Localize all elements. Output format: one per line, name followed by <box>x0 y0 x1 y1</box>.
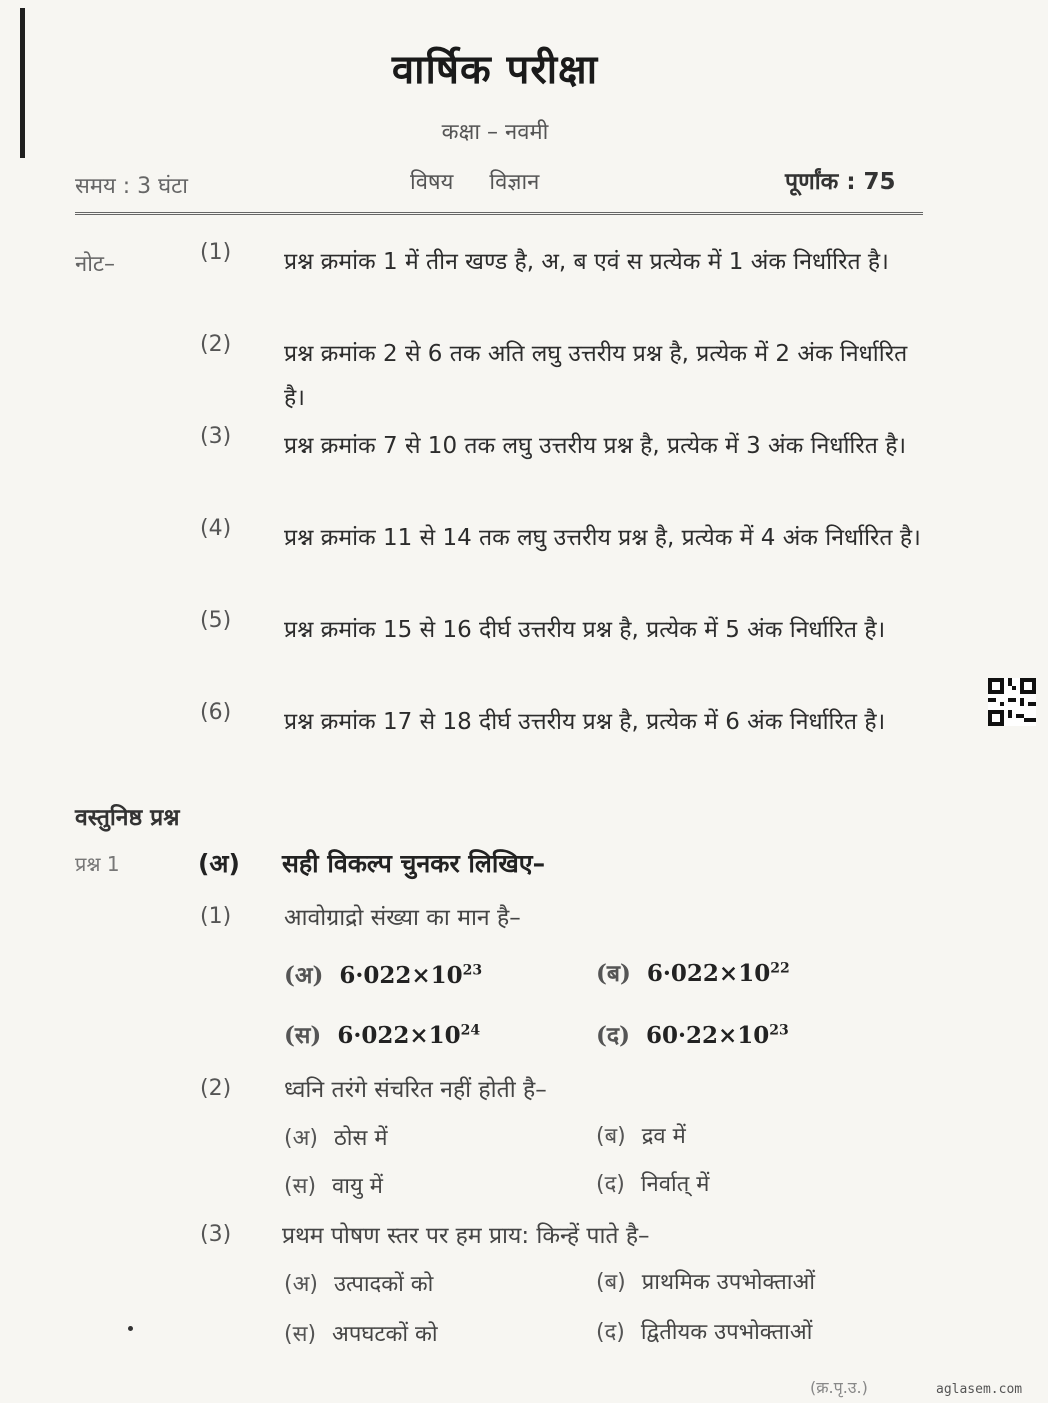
option-exponent: 22 <box>770 960 790 977</box>
option-value: 6·022×10 <box>339 962 463 989</box>
subquestion-number: (3) <box>200 1222 232 1247</box>
note-number: (2) <box>200 332 232 357</box>
option-d <box>596 1316 812 1346</box>
option-text: उत्पादकों को <box>333 1272 434 1297</box>
option-text: द्रव में <box>641 1124 686 1149</box>
option-text: वायु में <box>332 1174 383 1199</box>
option-b <box>596 1120 686 1150</box>
section-heading: वस्तुनिष्ठ प्रश्न <box>75 805 180 831</box>
subquestion-number: (1) <box>200 904 232 929</box>
ink-dot <box>128 1326 133 1331</box>
subject-line <box>410 166 539 196</box>
option-exponent: 23 <box>462 962 483 979</box>
subject-label: विषय <box>410 170 454 195</box>
note-number: (6) <box>200 700 232 725</box>
option-a <box>284 958 482 990</box>
note-text: प्रश्न क्रमांक 15 से 16 दीर्घ उत्तरीय प्रश्न है, प्रत्येक में 5 अंक निर्धारित है। <box>284 617 886 643</box>
note-number: (5) <box>200 608 232 633</box>
total-marks: पूर्णांक : 75 <box>785 169 896 195</box>
note-number: (4) <box>200 516 232 541</box>
class-line: कक्षा – नवमी <box>441 120 549 145</box>
option-b <box>596 956 790 988</box>
subquestion-text: प्रथम पोषण स्तर पर हम प्राय: किन्हें पाते है– <box>282 1223 650 1249</box>
option-c <box>284 1018 480 1050</box>
option-label: (अ) <box>284 962 324 989</box>
option-exponent: 23 <box>769 1022 789 1039</box>
note-text: प्रश्न क्रमांक 7 से 10 तक लघु उत्तरीय प्रश्न है, प्रत्येक में 3 अंक निर्धारित है। <box>284 433 907 459</box>
subject-name: विज्ञान <box>489 170 540 195</box>
note-number: (1) <box>200 240 232 265</box>
option-text: ठोस में <box>333 1126 388 1151</box>
option-a <box>284 1268 433 1298</box>
option-b <box>596 1266 815 1296</box>
option-c <box>284 1170 383 1200</box>
option-a <box>284 1122 388 1152</box>
continued-mark: (क्र.पृ.उ.) <box>810 1378 868 1397</box>
note-text: प्रश्न क्रमांक 11 से 14 तक लघु उत्तरीय प्रश्न है, प्रत्येक में 4 अंक निर्धारित है। <box>284 525 921 551</box>
option-label: (द) <box>596 1320 625 1345</box>
option-value: 6·022×10 <box>337 1022 461 1049</box>
option-text: निर्वात् में <box>640 1172 710 1197</box>
time-duration: समय : 3 घंटा <box>75 174 188 199</box>
option-value: 6·022×10 <box>646 960 771 987</box>
option-text: प्राथमिक उपभोक्ताओं <box>641 1270 815 1295</box>
watermark: aglasem.com <box>936 1382 1023 1397</box>
option-d <box>596 1018 789 1050</box>
option-label: (ब) <box>596 960 631 987</box>
option-label: (स) <box>284 1174 317 1199</box>
exam-title: वार्षिक परीक्षा <box>391 47 599 93</box>
option-label: (स) <box>284 1022 322 1049</box>
option-label: (ब) <box>596 1270 626 1295</box>
question-label: प्रश्न 1 <box>75 852 120 876</box>
option-label: (ब) <box>596 1124 626 1149</box>
option-text: अपघटकों को <box>332 1322 438 1347</box>
subquestion-text: आवोग्राद्रो संख्या का मान है– <box>284 905 521 931</box>
note-text: प्रश्न क्रमांक 1 में तीन खण्ड है, अ, ब एवं स प्रत्येक में 1 अंक निर्धारित है। <box>284 249 889 275</box>
note-text: प्रश्न क्रमांक 17 से 18 दीर्घ उत्तरीय प्रश्न है, प्रत्येक में 6 अंक निर्धारित है। <box>284 709 886 735</box>
question-instruction: सही विकल्प चुनकर लिखिए– <box>282 849 546 878</box>
option-text: द्वितीयक उपभोक्ताओं <box>640 1320 813 1345</box>
note-text: प्रश्न क्रमांक 2 से 6 तक अति लघु उत्तरीय प्रश्न है, प्रत्येक में 2 अंक निर्धारित है। <box>284 341 908 411</box>
option-d <box>596 1168 709 1198</box>
option-label: (स) <box>284 1322 317 1347</box>
option-label: (अ) <box>284 1126 318 1151</box>
option-label: (द) <box>596 1022 630 1049</box>
subquestion-number: (2) <box>200 1076 232 1101</box>
option-c <box>284 1318 438 1348</box>
subquestion-text: ध्वनि तरंगे संचरित नहीं होती है– <box>284 1077 547 1103</box>
option-label: (अ) <box>284 1272 318 1297</box>
question-part: (अ) <box>198 849 240 878</box>
header-rule <box>75 212 923 215</box>
option-exponent: 24 <box>460 1022 481 1039</box>
option-label: (द) <box>596 1172 625 1197</box>
note-number: (3) <box>200 424 232 449</box>
qr-code-icon <box>988 678 1036 726</box>
note-label: नोट– <box>75 252 115 277</box>
option-value: 60·22×10 <box>645 1022 770 1049</box>
